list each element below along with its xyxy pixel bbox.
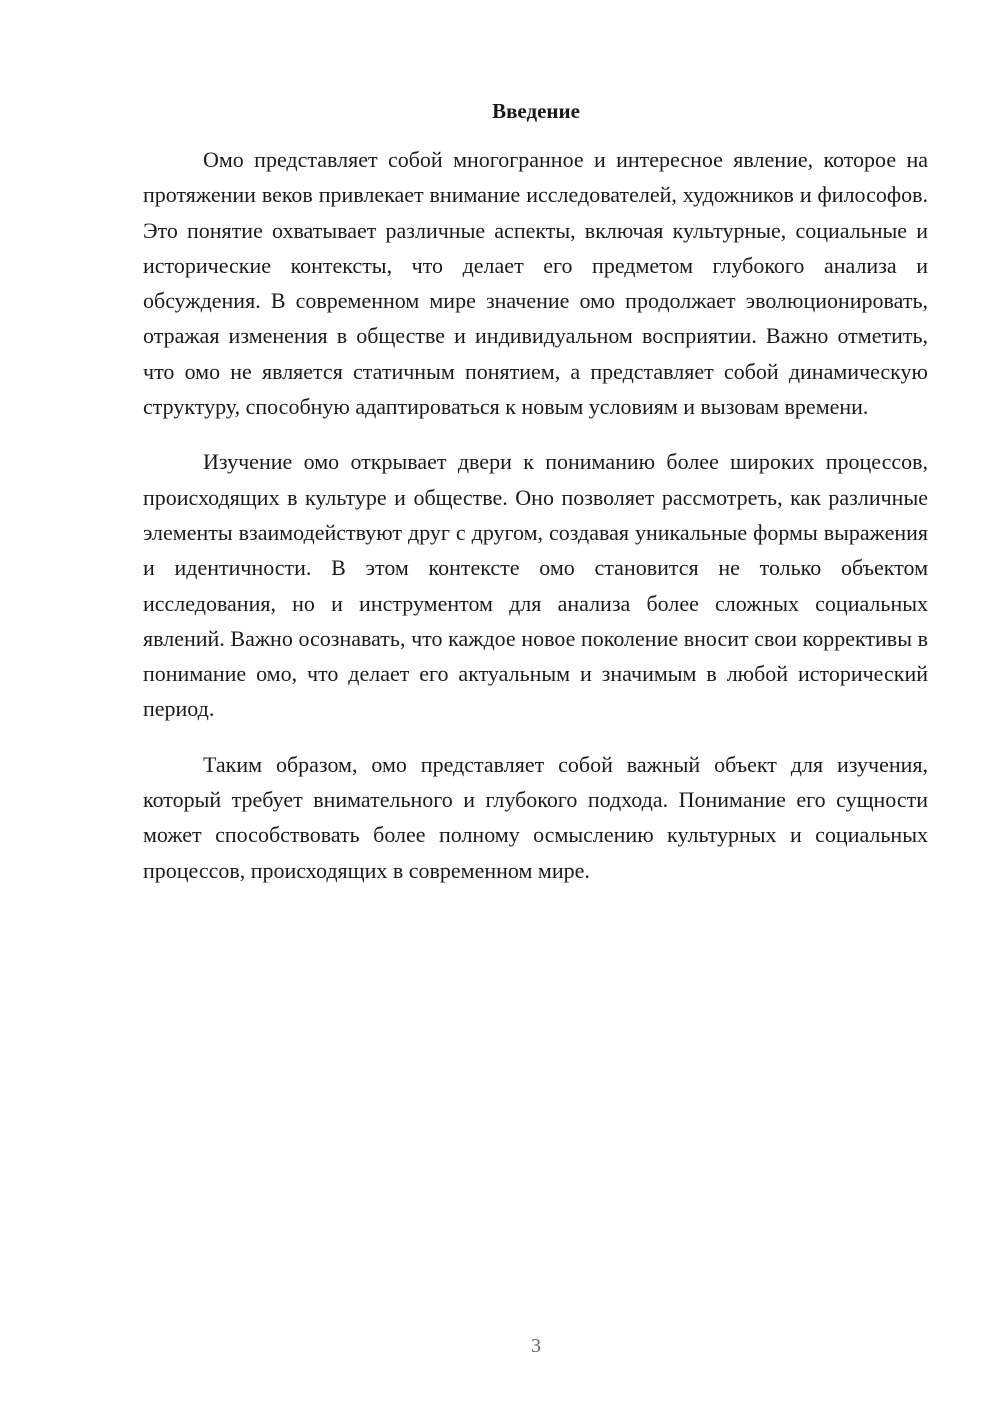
paragraph-2: Изучение омо открывает двери к пониманию более широких процессов, происходящих в культуре и обществе. Оно позволяет рассмотреть, как различные элементы взаимодействуют друг с другом, создавая уникальные формы выражения и идентичности. В этом контексте омо становится не только объектом исследования, но и инструментом для анализа более сложных социальных явлений. Важно осознавать, что каждое новое поколение вносит свои коррективы в понимание омо, что делает его актуальным и значимым в любой исторический период. (143, 449, 928, 722)
paragraph-3: Таким образом, омо представляет собой важный объект для изучения, который требует внимательного и глубокого подхода. Понимание его сущности может способствовать более полному осмыслению культурных и социальных процессов, происходящих в современном мире. (143, 751, 928, 883)
paragraph-1: Омо представляет собой многогранное и интересное явление, которое на протяжении веков привлекает внимание исследователей, художников и философов. Это понятие охватывает различные аспекты, включая культурные, социальные и исторические контексты, что делает его предметом глубокого анализа и обсуждения. В современном мире значение омо продолжает эволюционировать, отражая изменения в обществе и индивидуальном восприятии. Важно отметить, что омо не является статичным понятием, а представляет собой динамическую структуру, способную адаптироваться к новым условиям и вызовам времени. (143, 147, 928, 420)
page-number: 3 (531, 1335, 541, 1357)
body-text (143, 142, 928, 908)
section-heading: Введение (492, 99, 580, 123)
